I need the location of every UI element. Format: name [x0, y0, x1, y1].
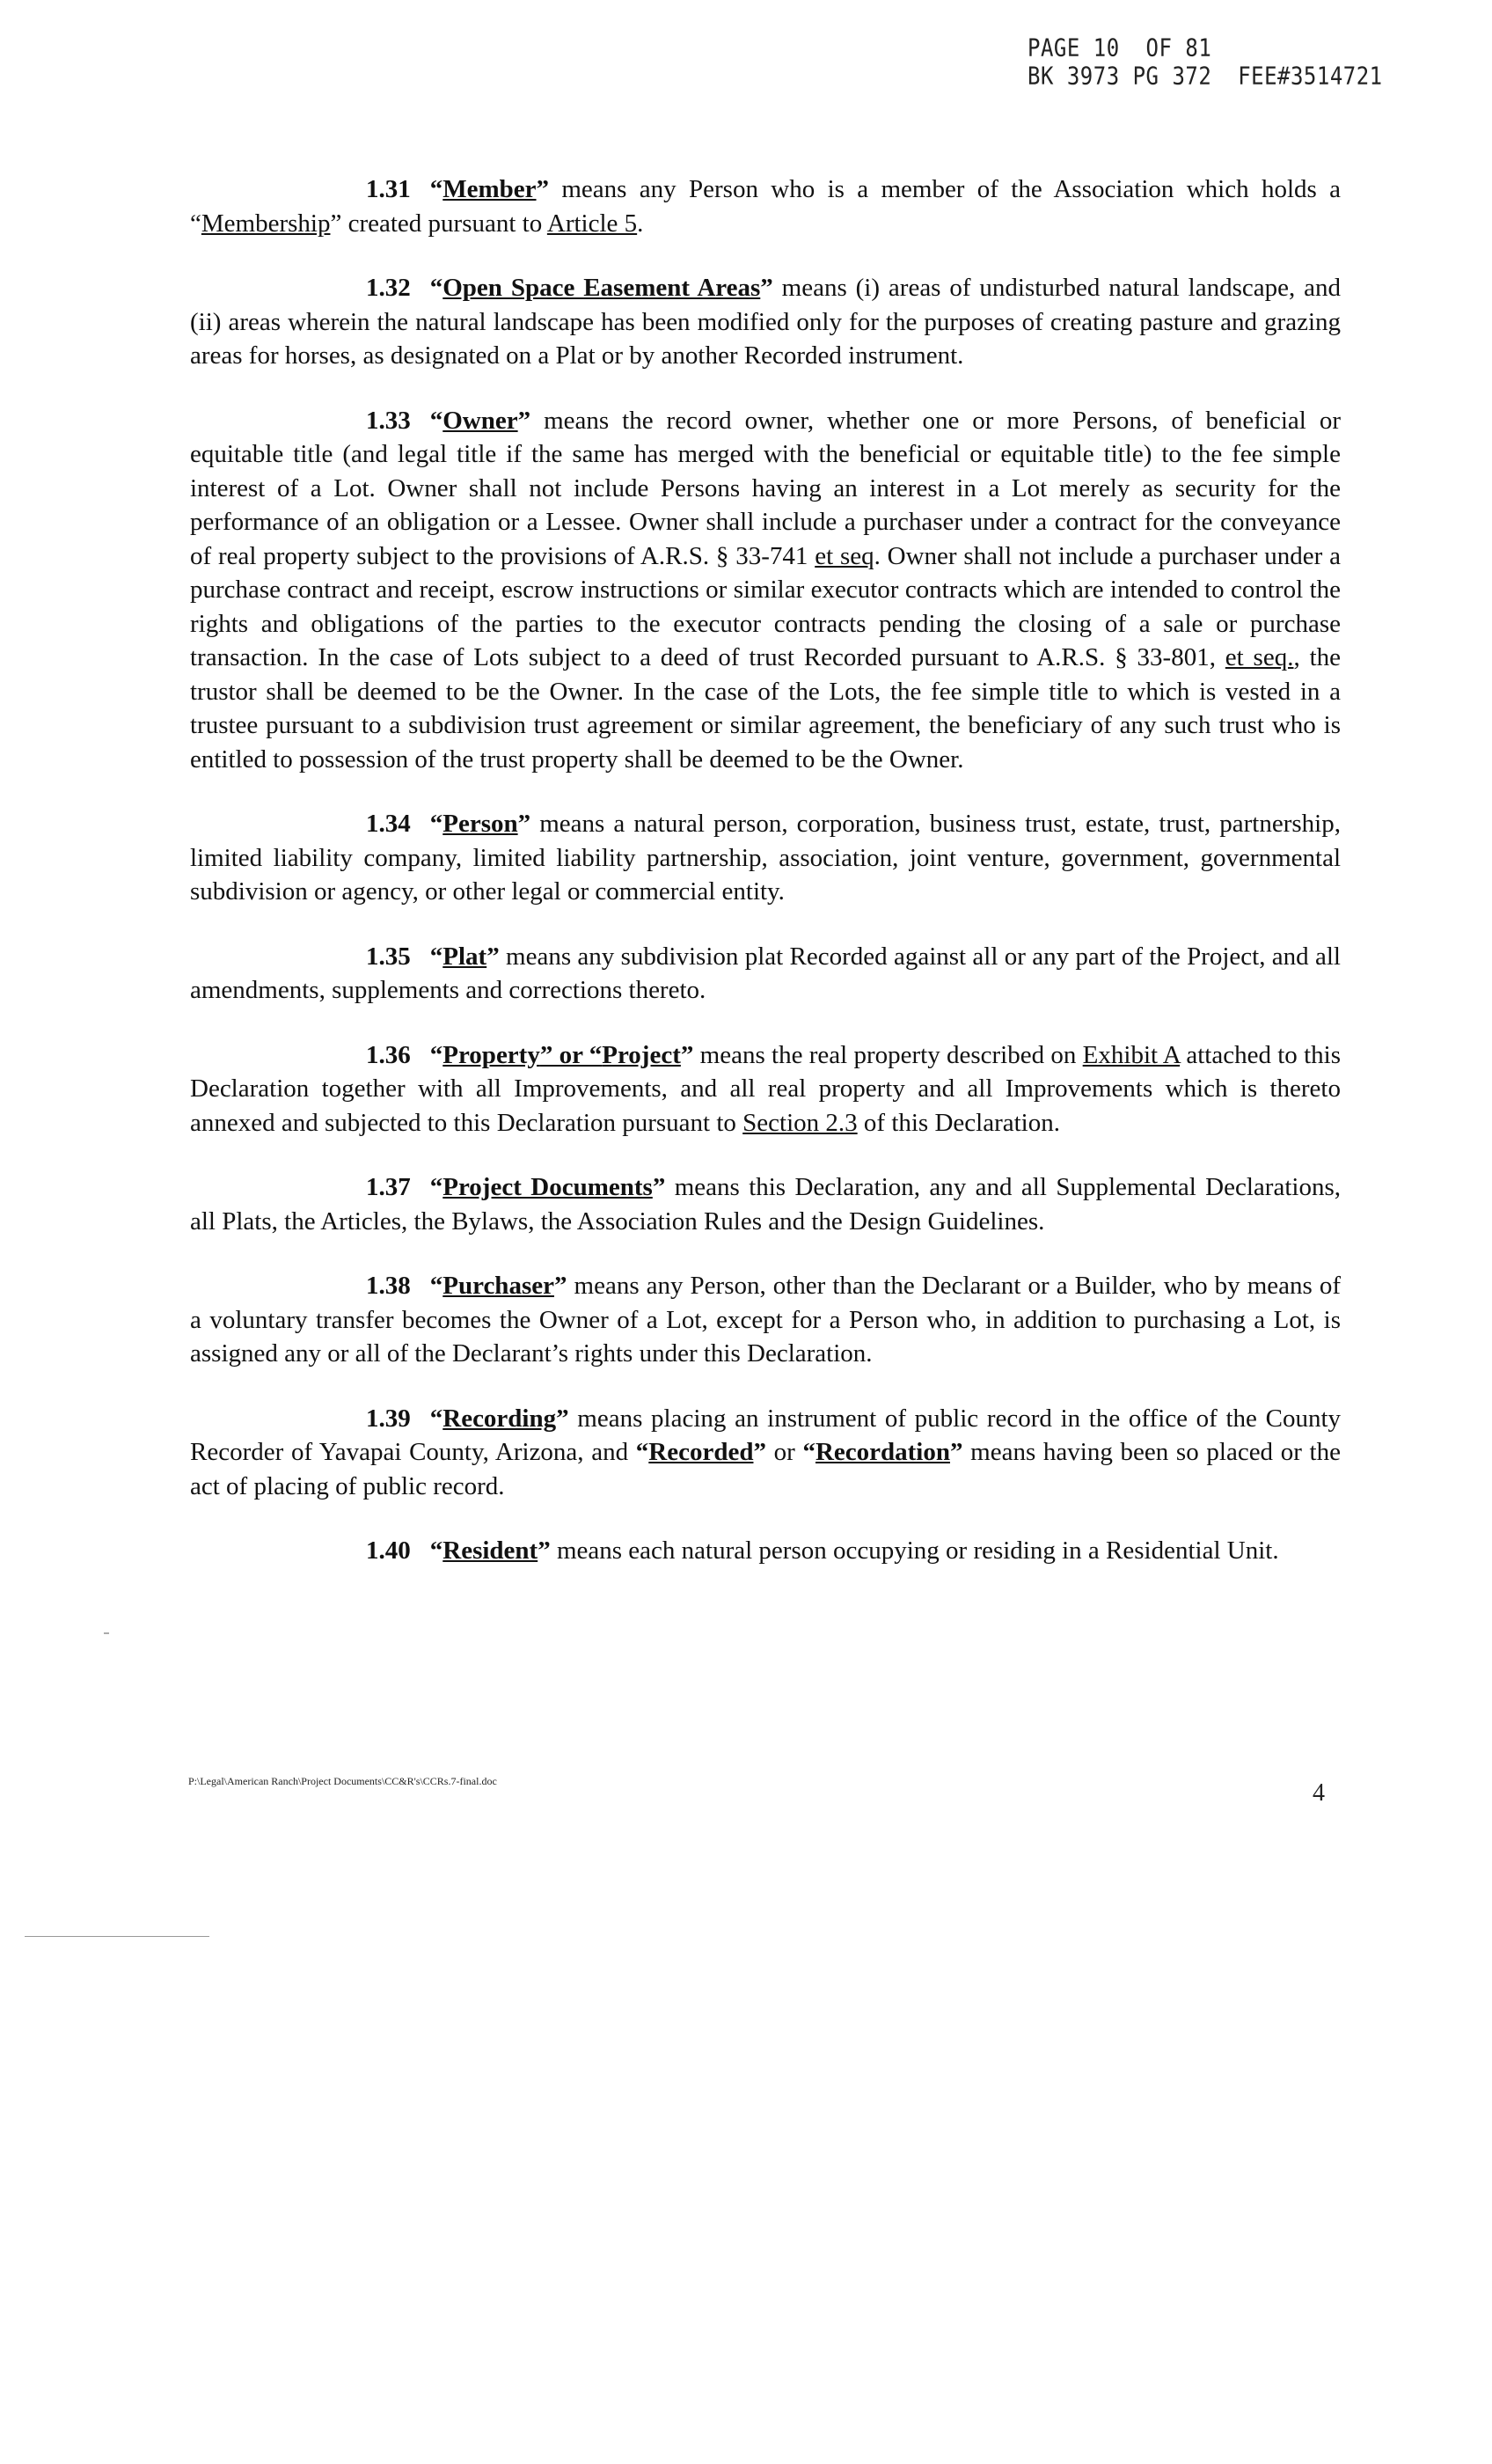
section-number: 1.40 — [366, 1536, 411, 1565]
defined-term: Resident — [442, 1536, 538, 1565]
section-1-33: 1.33 “Owner” means the record owner, whether one or more Persons, of beneficial or equitable title (and legal title if the same has merged with the beneficial or equitable title) to the fee simple interest of a Lot. Owner shall not include Persons having an interest in a Lot merely as security for the performance of an obligation or a Lessee. Owner shall include a purchaser under a contract for the conveyance of real property subject to the provisions of A.R.S. § 33-741 et seq. Owner shall not include a purchaser under a purchase contract and receipt, escrow instructions or similar executor contracts which are intended to control the rights and obligations of the parties to the executor contracts pending the closing of a sale or purchase transaction. In the case of Lots subject to a deed of trust Recorded pursuant to A.R.S. § 33-801, et seq., the trustor shall be deemed to be the Owner. In the case of the Lots, the fee simple title to which is vested in a trustee pursuant to a subdivision trust agreement or similar agreement, the beneficiary of any such trust who is entitled to possession of the trust property shall be deemed to be the Owner. — [190, 406, 1341, 774]
reference-link: Membership — [201, 209, 331, 238]
page-number: 4 — [1313, 1779, 1325, 1807]
defined-term: Project Documents — [442, 1173, 653, 1201]
reference-link: Exhibit A — [1082, 1040, 1181, 1069]
section-1-32: 1.32 “Open Space Easement Areas” means (i) areas of undisturbed natural landscape, and (ii) areas wherein the natural landscape has been modified only for the purposes of creating pasture and grazing areas for horses, as designated on a Plat or by another Recorded instrument. — [190, 274, 1341, 370]
defined-term: Purchaser — [442, 1272, 554, 1300]
document-body — [190, 172, 1341, 1599]
recording-stamp — [1028, 33, 1383, 90]
section-number: 1.39 — [366, 1404, 411, 1433]
section-number: 1.33 — [366, 406, 411, 435]
defined-term: Recordation — [815, 1438, 950, 1466]
section-1-39: 1.39 “Recording” means placing an instrument of public record in the office of the County Recorder of Yavapai County, Arizona, and “Recorded” or “Recordation” means having been so placed or the act of placing of public record. — [190, 1404, 1341, 1500]
section-number: 1.31 — [366, 175, 411, 203]
section-1-37: 1.37 “Project Documents” means this Declaration, any and all Supplemental Declarations, all Plats, the Articles, the Bylaws, the Association Rules and the Design Guidelines. — [190, 1173, 1341, 1236]
section-number: 1.35 — [366, 942, 411, 971]
latin-reference: et seq — [815, 541, 874, 570]
defined-term: Person — [442, 810, 518, 838]
defined-term: Recording — [442, 1404, 557, 1433]
stamp-page-line: PAGE 10 OF 81 — [1028, 33, 1212, 62]
reference-link: Section 2.3 — [742, 1108, 858, 1137]
defined-term: Member — [442, 175, 537, 203]
section-number: 1.36 — [366, 1040, 411, 1069]
stamp-book-line: BK 3973 PG 372 FEE#3514721 — [1028, 62, 1383, 91]
latin-reference: et seq. — [1225, 643, 1294, 671]
section-number: 1.32 — [366, 274, 411, 302]
file-path-footer: P:\Legal\American Ranch\Project Documents\CC&R's\CCRs.7-final.doc — [188, 1775, 497, 1787]
section-number: 1.38 — [366, 1272, 411, 1300]
defined-term: Owner — [442, 406, 518, 435]
defined-term: Recorded — [648, 1438, 754, 1466]
reference-link: Article 5 — [546, 209, 638, 238]
defined-term: Plat — [442, 942, 487, 971]
section-number: 1.34 — [366, 810, 411, 838]
section-1-40: 1.40 “Resident” means each natural person occupying or residing in a Residential Unit. — [366, 1536, 1279, 1565]
section-number: 1.37 — [366, 1173, 411, 1201]
defined-term: Open Space Easement Areas — [442, 274, 761, 302]
defined-term: Project — [602, 1040, 681, 1069]
section-1-31: 1.31 “Member” means any Person who is a member of the Association which holds a “Membership” created pursuant to Article 5. — [190, 175, 1341, 238]
section-1-35: 1.35 “Plat” means any subdivision plat Recorded against all or any part of the Project, and all amendments, supplements and corrections thereto. — [190, 942, 1341, 1004]
section-1-36: 1.36 “Property” or “Project” means the real property described on Exhibit A attached to this Declaration together with all Improvements, and all real property and all Improvements which is thereto annexed and subjected to this Declaration pursuant to Section 2.3 of this Declaration. — [190, 1040, 1341, 1137]
defined-term: Property — [442, 1040, 540, 1069]
scan-artifact — [25, 1936, 209, 1937]
scan-artifact — [104, 1632, 109, 1634]
section-1-34: 1.34 “Person” means a natural person, corporation, business trust, estate, trust, partnership, limited liability company, limited liability partnership, association, joint venture, government, governmental subdivision or agency, or other legal or commercial entity. — [190, 810, 1341, 906]
section-1-38: 1.38 “Purchaser” means any Person, other than the Declarant or a Builder, who by means of a voluntary transfer becomes the Owner of a Lot, except for a Person who, in addition to purchasing a Lot, is assigned any or all of the Declarant’s rights under this Declaration. — [190, 1272, 1341, 1368]
